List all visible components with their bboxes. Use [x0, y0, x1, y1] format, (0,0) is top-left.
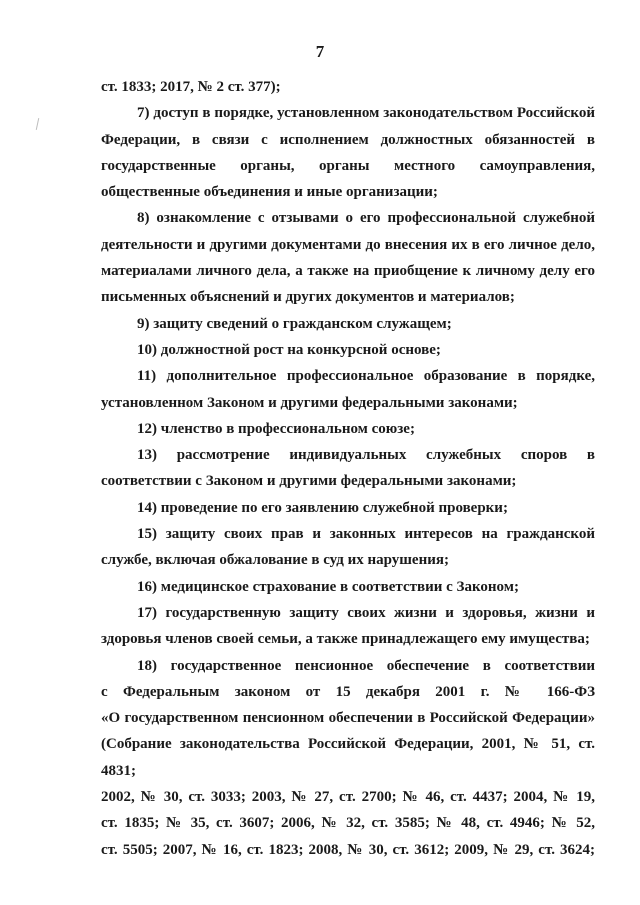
paragraph-item-13: 13) рассмотрение индивидуальных служебных споров в соответствии с Законом и другими федеральными законами;: [101, 447, 595, 490]
paragraph-item-15: 15) защиту своих прав и законных интересов на гражданской службе, включая обжалование в суд их нарушения;: [101, 526, 595, 569]
paragraph-line: «О государственном пенсионном обеспечении в Российской Федерации»: [101, 710, 595, 727]
paragraph-item-16: 16) медицинское страхование в соответствии с Законом;: [137, 578, 519, 595]
page-number: 7: [315, 42, 325, 61]
paragraph-item-9: 9) защиту сведений о гражданском служащем;: [137, 315, 452, 332]
paragraph-item-7: 7) доступ в порядке, установленном законодательством Российской Федерации, в связи с исполнением должностных обязанностей в государственные органы, органы местного самоуправления, общественные объединения и иные организации;: [101, 105, 595, 201]
paragraph-line: 18) государственное пенсионное обеспечение в соответствии: [137, 657, 595, 674]
paragraph-item-11: 11) дополнительное профессиональное образование в порядке, установленном Законом и другими федеральными законами;: [101, 368, 595, 411]
paragraph-line: ст. 5505; 2007, № 16, ст. 1823; 2008, № 30, ст. 3612; 2009, № 29, ст. 3624;: [101, 841, 595, 858]
paragraph-item-14: 14) проведение по его заявлению служебной проверки;: [137, 499, 508, 516]
document-body: [101, 74, 595, 863]
paragraph-line: ст. 1835; № 35, ст. 3607; 2006, № 32, ст. 3585; № 48, ст. 4946; № 52,: [101, 815, 595, 832]
margin-mark: [36, 118, 39, 130]
paragraph-line: 2002, № 30, ст. 3033; 2003, № 27, ст. 2700; № 46, ст. 4437; 2004, № 19,: [101, 789, 595, 806]
paragraph-continuation: ст. 1833; 2017, № 2 ст. 377);: [101, 79, 281, 95]
paragraph-line: (Собрание законодательства Российской Федерации, 2001, № 51, ст. 4831;: [101, 736, 595, 779]
paragraph-item-12: 12) членство в профессиональном союзе;: [137, 420, 415, 437]
paragraph-item-10: 10) должностной рост на конкурсной основе;: [137, 341, 441, 358]
paragraph-item-17: 17) государственную защиту своих жизни и здоровья, жизни и здоровья членов своей семьи, а также принадлежащего ему имущества;: [101, 604, 595, 648]
paragraph-item-8: 8) ознакомление с отзывами о его профессиональной служебной деятельности и другими документами до внесения их в его личное дело, материалами личного дела, а также на приобщение к личному делу его письменных объяснений и других документов и материалов;: [101, 210, 595, 306]
paragraph-item-18: [101, 653, 595, 863]
paragraph-line: с Федеральным законом от 15 декабря 2001 г. № 166-ФЗ: [101, 683, 595, 700]
